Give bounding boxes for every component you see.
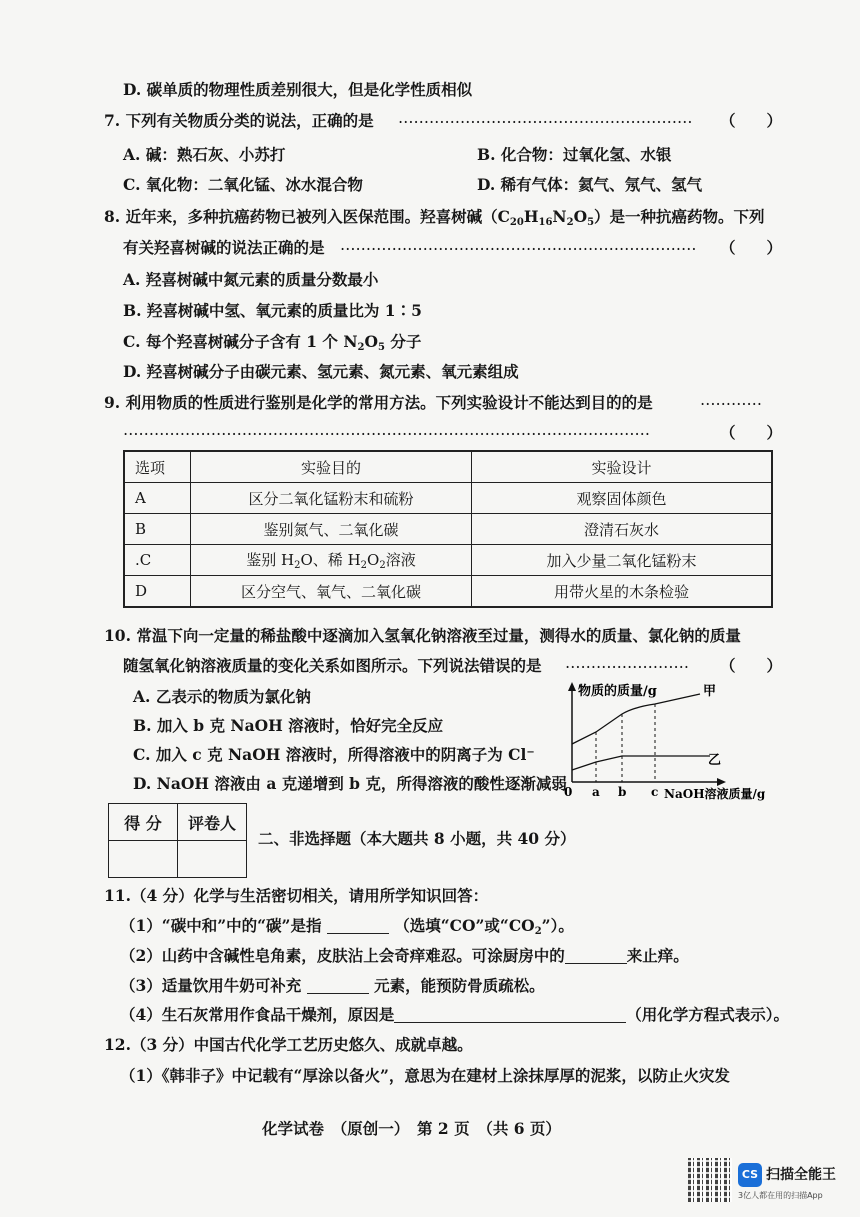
goal-sub: 2 bbox=[360, 560, 368, 571]
q7-stem bbox=[104, 109, 374, 131]
q8-formula-sub: 5 bbox=[587, 217, 595, 228]
table-cell-option: A bbox=[124, 483, 191, 514]
q10-option-c-sup: − bbox=[526, 747, 535, 758]
q10-option-b: B. 加入 b 克 NaOH 溶液时，恰好完全反应 bbox=[133, 716, 444, 735]
q11-part4-post: （用化学方程式表示）。 bbox=[626, 1005, 790, 1024]
section2-title: 二、非选择题（本大题共 8 小题，共 40 分） bbox=[258, 829, 576, 848]
table-header-design: 实验设计 bbox=[472, 451, 773, 483]
q8-option-c bbox=[123, 330, 421, 353]
goal-text: O、稀 H bbox=[300, 551, 361, 569]
table-cell-design: 观察固体颜色 bbox=[472, 483, 773, 514]
answer-blank[interactable] bbox=[307, 977, 369, 994]
table-header-goal: 实验目的 bbox=[191, 451, 472, 483]
cs-logo: CS bbox=[738, 1163, 762, 1187]
watermark-name: 扫描全能王 bbox=[766, 1167, 836, 1183]
q7-option-c: C. 氧化物：二氧化锰、冰水混合物 bbox=[123, 175, 363, 194]
y-axis-arrow bbox=[568, 682, 576, 691]
q12-part1: （1）《韩非子》中记载有“厚涂以备火”，意思为在建材上涂抹厚厚的泥浆，以防止火灾发 bbox=[120, 1066, 730, 1085]
q8-formula-sub: 20 bbox=[509, 217, 524, 228]
tick-label-c: c bbox=[651, 785, 659, 799]
q11-part3 bbox=[120, 974, 545, 996]
q8-option-a: A. 羟喜树碱中氮元素的质量分数最小 bbox=[123, 270, 379, 289]
q10-paren: （ ） bbox=[720, 656, 783, 675]
q9-dots: ………… bbox=[700, 391, 762, 409]
prev-option-d: D. 碳单质的物理性质差别很大，但是化学性质相似 bbox=[123, 80, 473, 99]
q11-part1-sub: 2 bbox=[534, 926, 542, 937]
goal-text: 溶液 bbox=[385, 551, 416, 569]
q8-paren: （ ） bbox=[720, 238, 783, 257]
grader-cell bbox=[178, 841, 247, 878]
q9-paren: （ ） bbox=[720, 423, 783, 442]
table-header-row bbox=[124, 451, 772, 483]
answer-blank[interactable] bbox=[394, 1006, 626, 1023]
q8-option-d: D. 羟喜树碱分子由碳元素、氢元素、氮元素、氧元素组成 bbox=[123, 362, 519, 381]
table-cell-goal: 区分空气、氧气、二氧化碳 bbox=[191, 576, 472, 608]
curve-jia bbox=[572, 694, 700, 744]
q8-option-c-pre: C. 每个羟喜树碱分子含有 1 个 N bbox=[123, 332, 358, 351]
q8-stem-pre: 8. 近年来，多种抗癌药物已被列入医保范围。羟喜树碱（C bbox=[104, 207, 510, 226]
score-box bbox=[108, 803, 247, 878]
q8-option-c-el: O bbox=[364, 332, 378, 351]
q11-part1-post: （选填“CO”或“CO bbox=[394, 916, 535, 935]
q11-part2-post: 来止痒。 bbox=[626, 946, 689, 965]
q8-formula-sub: 16 bbox=[538, 217, 553, 228]
q8-formula-sub: 2 bbox=[566, 217, 574, 228]
grader-label: 评卷人 bbox=[178, 804, 247, 841]
goal-sub: 2 bbox=[294, 560, 301, 571]
goal-text: O bbox=[367, 551, 380, 569]
q10-option-c bbox=[133, 743, 535, 765]
q10-dots: …………………… bbox=[565, 654, 689, 672]
q8-option-c-sub: 5 bbox=[377, 342, 385, 353]
q10-stem-line2: 随氢氧化钠溶液质量的变化关系如图所示。下列说法错误的是 bbox=[123, 656, 542, 675]
q7-option-d: D. 稀有气体：氦气、氖气、氢气 bbox=[477, 175, 703, 194]
tick-label-b: b bbox=[618, 785, 627, 799]
qr-code-icon bbox=[688, 1158, 732, 1202]
table-cell-option: D bbox=[124, 576, 191, 608]
table-row bbox=[124, 514, 772, 545]
q10-stem-line1: 10. 常温下向一定量的稀盐酸中逐滴加入氢氧化钠溶液至过量，测得水的质量、氯化钠的质量 bbox=[104, 626, 741, 645]
table-cell-design: 加入少量二氧化锰粉末 bbox=[472, 545, 773, 576]
q11-part3-post: 元素，能预防骨质疏松。 bbox=[374, 976, 545, 995]
q10-option-a: A. 乙表示的物质为氯化钠 bbox=[133, 687, 311, 706]
goal-text: 鉴别 H bbox=[246, 551, 295, 569]
q11-part1-end: ”）。 bbox=[541, 916, 574, 935]
q11-part2-pre: （2）山药中含碱性皂角素，皮肤沾上会奇痒难忍。可涂厨房中的 bbox=[120, 946, 565, 965]
answer-blank[interactable] bbox=[327, 917, 389, 934]
q8-stem-line1 bbox=[104, 205, 765, 228]
table-header-option: 选项 bbox=[124, 451, 191, 483]
q7-stem-text: 7. 下列有关物质分类的说法，正确的是 bbox=[104, 111, 374, 130]
q7-option-b: B. 化合物：过氧化氢、水银 bbox=[477, 145, 672, 164]
tick-label-a: a bbox=[592, 785, 600, 799]
q9-dots2: ………………………………………………………………………………………… bbox=[123, 421, 650, 439]
table-cell-goal bbox=[191, 545, 472, 576]
score-label: 得 分 bbox=[109, 804, 178, 841]
goal-sub: 2 bbox=[379, 560, 386, 571]
curve-yi bbox=[572, 756, 710, 770]
q7-option-a: A. 碱：熟石灰、小苏打 bbox=[123, 145, 286, 164]
score-cell bbox=[109, 841, 178, 878]
series-label-yi: 乙 bbox=[708, 753, 722, 768]
x-axis-label: NaOH溶液质量/g bbox=[664, 787, 766, 801]
watermark-tagline: 3亿人都在用的扫描App bbox=[738, 1191, 823, 1200]
q8-option-c-post: 分子 bbox=[384, 332, 422, 351]
q7-paren: （ ） bbox=[720, 111, 783, 130]
q10-option-c-text: C. 加入 c 克 NaOH 溶液时，所得溶液中的阴离子为 Cl bbox=[133, 745, 527, 764]
q11-part1 bbox=[120, 914, 574, 937]
q11-part4-pre: （4）生石灰常用作食品干燥剂，原因是 bbox=[120, 1005, 395, 1024]
q8-stem-line2: 有关羟喜树碱的说法正确的是 bbox=[123, 238, 325, 257]
q8-dots: …………………………………………………………… bbox=[340, 236, 697, 254]
q8-formula-el: H bbox=[523, 207, 539, 226]
q8-option-c-sub: 2 bbox=[357, 342, 365, 353]
page-footer: 化学试卷 （原创一） 第 2 页 （共 6 页） bbox=[262, 1119, 561, 1138]
table-cell-design: 澄清石灰水 bbox=[472, 514, 773, 545]
answer-blank[interactable] bbox=[565, 947, 627, 964]
q12-stem: 12.（3 分）中国古代化学工艺历史悠久、成就卓越。 bbox=[104, 1035, 473, 1054]
q11-stem: 11.（4 分）化学与生活密切相关，请用所学知识回答： bbox=[104, 886, 489, 905]
q9-stem: 9. 利用物质的性质进行鉴别是化学的常用方法。下列实验设计不能达到目的的是 bbox=[104, 393, 653, 412]
q11-part1-pre: （1）“碳中和”中的“碳”是指 bbox=[120, 916, 322, 935]
x-axis-arrow bbox=[717, 778, 726, 786]
table-cell-design: 用带火星的木条检验 bbox=[472, 576, 773, 608]
q11-part3-pre: （3）适量饮用牛奶可补充 bbox=[120, 976, 302, 995]
q8-formula-el: O bbox=[573, 207, 588, 226]
q11-part2 bbox=[120, 944, 689, 966]
q7-dots: ………………………………………………… bbox=[398, 109, 693, 127]
table-row bbox=[124, 545, 772, 576]
table-cell-goal: 区分二氧化锰粉末和硫粉 bbox=[191, 483, 472, 514]
table-cell-option: B bbox=[124, 514, 191, 545]
series-label-jia: 甲 bbox=[703, 684, 717, 699]
q8-stem-post: ）是一种抗癌药物。下列 bbox=[594, 207, 765, 226]
q10-option-d: D. NaOH 溶液由 a 克递增到 b 克，所得溶液的酸性逐渐减弱 bbox=[133, 774, 567, 793]
table-row bbox=[124, 483, 772, 514]
table-row bbox=[124, 576, 772, 608]
q11-part4 bbox=[120, 1003, 789, 1025]
origin-label: 0 bbox=[564, 785, 573, 799]
y-axis-label: 物质的质量/g bbox=[578, 684, 657, 699]
q10-graph bbox=[560, 680, 775, 802]
q8-option-b: B. 羟喜树碱中氢、氧元素的质量比为 1∶5 bbox=[123, 301, 422, 320]
table-cell-option: .C bbox=[124, 545, 191, 576]
table-cell-goal: 鉴别氮气、二氧化碳 bbox=[191, 514, 472, 545]
q9-table bbox=[123, 450, 773, 608]
q8-formula-el: N bbox=[552, 207, 567, 226]
